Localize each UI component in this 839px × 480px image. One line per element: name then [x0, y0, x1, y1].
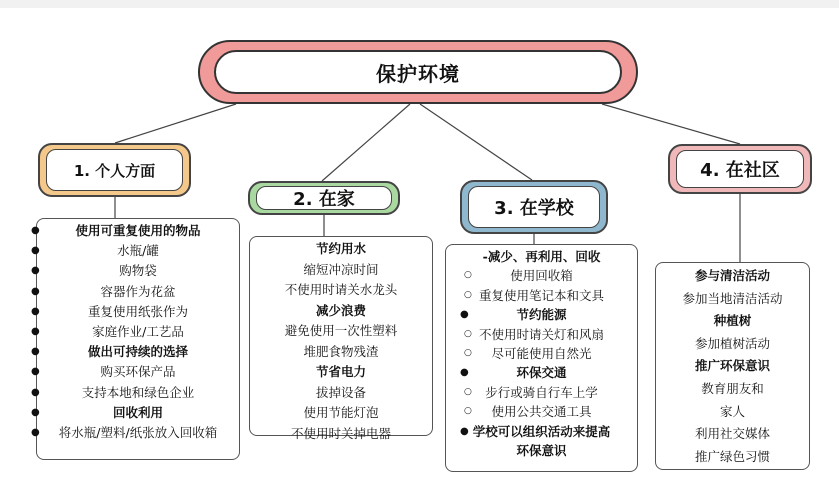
list-item — [446, 286, 637, 305]
root-title: 保护环境 — [214, 50, 622, 94]
list-item-text: 容器作为花盆 — [100, 283, 176, 299]
list-item — [250, 383, 432, 404]
connector-root-cat4 — [602, 104, 740, 144]
category-label-school: 3. 在学校 — [468, 186, 600, 228]
list-item — [446, 363, 637, 382]
list-item-text: 家人 — [719, 403, 745, 419]
list-item-text: 学校可以组织活动来提高 — [472, 423, 611, 439]
bullet-icon: ● — [31, 225, 40, 236]
list-item — [250, 239, 432, 260]
list-item — [656, 423, 809, 446]
list-item-text: 节约用水 — [315, 241, 366, 256]
list-item — [656, 333, 809, 356]
list-item-text: 步行或骑自行车上学 — [485, 384, 598, 400]
list-item-text: 重复使用笔记本和文具 — [478, 287, 604, 303]
bullet-icon: ● — [31, 406, 40, 418]
list-item — [446, 325, 637, 344]
list-item-text: 重复使用纸张作为 — [87, 303, 188, 319]
bullet-icon: ● — [460, 309, 469, 321]
list-item — [446, 344, 637, 363]
list-personal — [31, 218, 240, 460]
list-item-text: 使用可重复使用的物品 — [75, 223, 201, 238]
bullet-icon: ● — [31, 366, 40, 378]
list-item-text: 教育朋友和 — [701, 380, 764, 396]
list-item — [250, 280, 432, 301]
connector-root-cat2 — [322, 104, 410, 181]
list-item — [250, 260, 432, 281]
list-item-text: 参加当地清洁活动 — [682, 290, 783, 306]
list-item-text: 堆肥食物残渣 — [303, 343, 379, 359]
list-item-text: 支持本地和绿色企业 — [81, 384, 195, 400]
bullet-icon: ● — [31, 386, 40, 398]
circle-bullet-icon: ○ — [464, 328, 472, 339]
bullet-icon: ● — [31, 427, 40, 439]
list-community — [655, 262, 810, 470]
list-item — [31, 302, 239, 322]
list-item-text: 节省电力 — [315, 364, 366, 379]
bullet-icon: ● — [31, 305, 40, 317]
category-node-school — [460, 180, 608, 234]
category-label-community: 4. 在社区 — [676, 150, 804, 188]
list-school — [445, 244, 638, 472]
category-node-community — [668, 144, 812, 194]
circle-bullet-icon: ○ — [464, 270, 472, 281]
connector-root-cat3 — [420, 104, 532, 180]
list-item-text: 尽可能使用自然光 — [491, 346, 592, 362]
list-item-text: 使用节能灯泡 — [303, 405, 379, 420]
list-item-text: 减少浪费 — [315, 302, 366, 318]
list-item-text: 不使用时请关灯和风扇 — [478, 326, 604, 342]
bullet-icon: ● — [31, 265, 40, 277]
circle-bullet-icon: ○ — [464, 348, 472, 359]
list-item-text: 参与清洁活动 — [694, 268, 770, 283]
list-item — [31, 342, 239, 362]
list-item-text: 将水瓶/塑料/纸张放入回收箱 — [58, 425, 218, 441]
list-item — [250, 301, 432, 322]
bullet-icon: ● — [31, 285, 40, 297]
list-item — [31, 423, 239, 443]
list-item-text: 拔掉设备 — [315, 384, 366, 400]
list-item-text: 参加植树活动 — [694, 335, 770, 351]
list-item-text: 利用社交媒体 — [694, 426, 770, 442]
list-item-text: 家庭作业/工艺品 — [92, 324, 184, 340]
list-item — [31, 403, 239, 423]
list-item — [250, 362, 432, 383]
list-item — [656, 446, 809, 469]
circle-bullet-icon: ○ — [464, 289, 472, 300]
list-item-text: 回收利用 — [112, 404, 163, 420]
list-item — [656, 265, 809, 288]
list-item-text: 购物袋 — [119, 263, 157, 279]
list-item — [446, 422, 637, 441]
list-item — [656, 310, 809, 333]
list-item — [250, 424, 432, 445]
category-label-personal: 1. 个人方面 — [46, 149, 183, 191]
list-item — [250, 321, 432, 342]
category-label-home: 2. 在家 — [256, 186, 392, 210]
list-item — [250, 342, 432, 363]
list-home — [249, 236, 433, 441]
bullet-icon: ● — [460, 367, 469, 379]
list-item-text: 不使用时关掉电器 — [290, 425, 391, 441]
list-item-text: 节约能源 — [516, 307, 567, 323]
list-item — [31, 261, 239, 281]
list-item-text: 环保交通 — [516, 365, 567, 381]
circle-bullet-icon: ○ — [464, 386, 472, 397]
list-item — [31, 362, 239, 382]
list-item — [446, 402, 637, 421]
list-item — [31, 383, 239, 403]
list-item — [31, 282, 239, 302]
list-item-text: 环保意识 — [516, 443, 567, 459]
list-item-text: 购买环保产品 — [100, 364, 176, 380]
list-item-text: 使用回收箱 — [510, 268, 573, 284]
connector-root-cat1 — [115, 104, 236, 143]
list-item-text: 种植树 — [713, 313, 752, 329]
list-item — [446, 305, 637, 324]
bullet-icon: ● — [31, 245, 40, 257]
bullet-icon: ● — [460, 425, 469, 437]
list-item-text: 避免使用一次性塑料 — [284, 323, 398, 338]
category-node-personal — [38, 143, 191, 197]
list-item — [31, 322, 239, 342]
list-item-text: 做出可持续的选择 — [87, 344, 188, 360]
list-item — [656, 288, 809, 311]
bullet-icon: ● — [31, 346, 40, 358]
list-item — [656, 401, 809, 424]
list-item-text: 推广环保意识 — [694, 358, 770, 374]
bullet-icon: ● — [31, 326, 40, 338]
list-item — [446, 383, 637, 402]
list-item-text: 缩短冲凉时间 — [303, 261, 379, 277]
list-item — [31, 241, 239, 261]
list-item-text: 使用公共交通工具 — [491, 404, 592, 420]
circle-bullet-icon: ○ — [464, 406, 472, 417]
list-item — [446, 441, 637, 460]
root-node — [198, 40, 638, 104]
list-item-text: -减少、再利用、回收 — [482, 249, 601, 264]
list-item — [446, 247, 637, 266]
list-item — [656, 378, 809, 401]
list-item — [31, 221, 239, 241]
list-item — [656, 355, 809, 378]
list-item-text: 推广绿色习惯 — [694, 448, 770, 464]
list-item-text: 不使用时请关水龙头 — [284, 282, 398, 297]
list-item — [446, 266, 637, 285]
list-item — [250, 403, 432, 424]
category-node-home — [248, 181, 400, 215]
list-item-text: 水瓶/罐 — [117, 243, 159, 259]
